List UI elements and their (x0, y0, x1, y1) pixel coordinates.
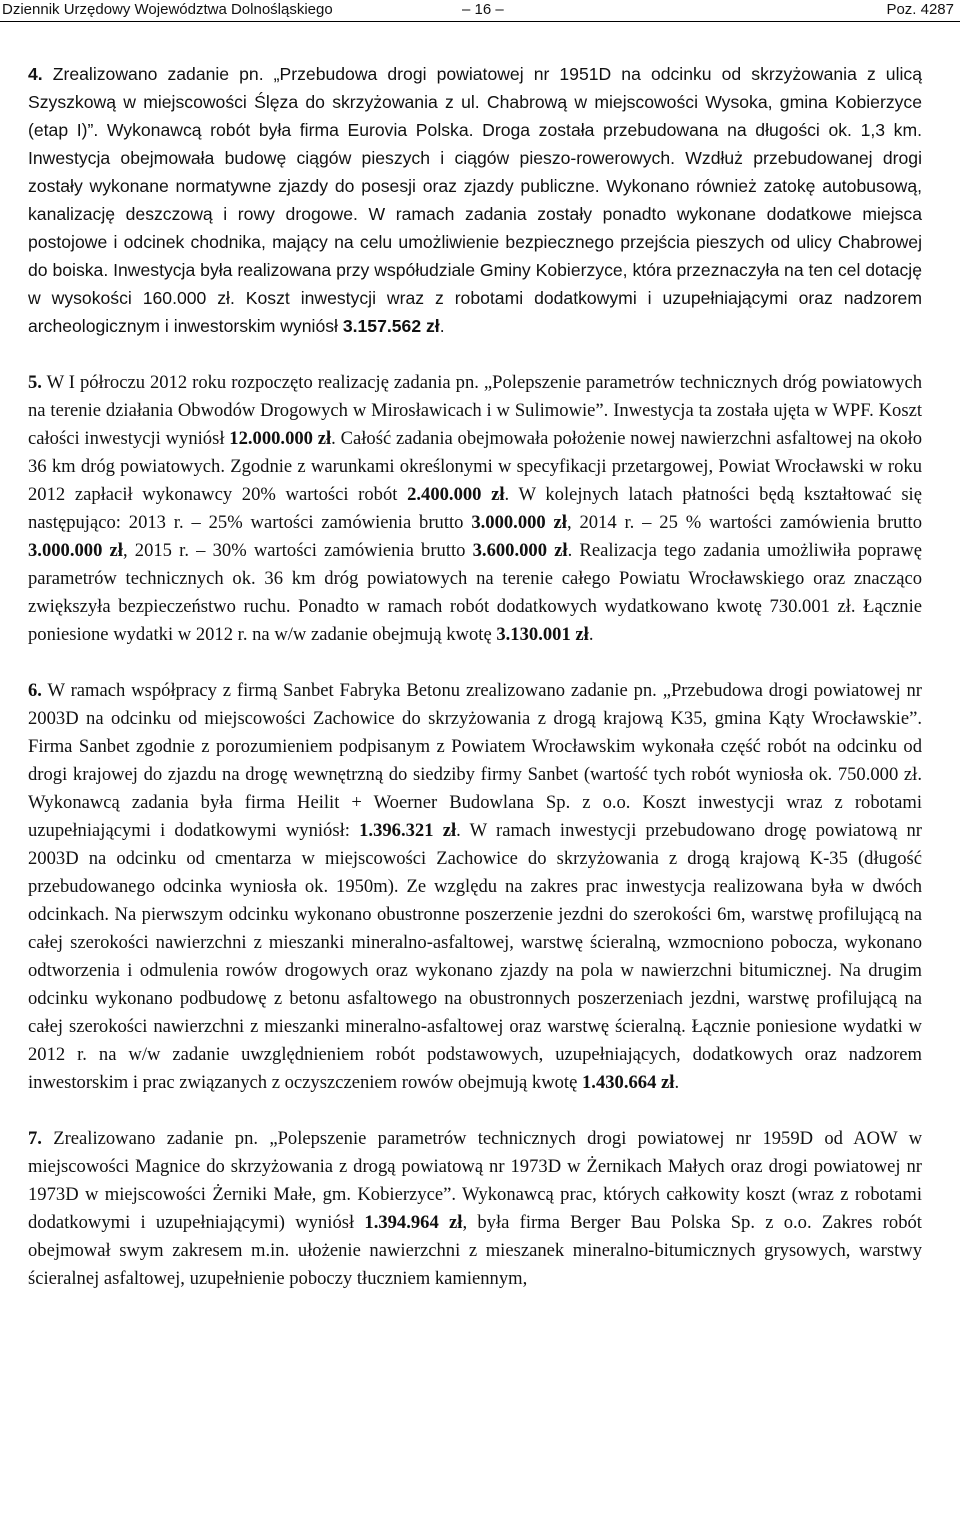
text-run: W ramach współpracy z firmą Sanbet Fabryka Betonu zrealizowano zadanie pn. „Przebudowa drogi powiatowej nr 2003D na odcinku od miejscowości Zachowice do skrzyżowania z drogą krajową K35, gmina Kąty Wrocławskie”. Firma Sanbet zgodnie z porozumieniem podpisanym z Powiatem Wrocławskim wykonała część robót na odcinku od drogi krajowej do zjazdu na drogę wewnętrzną do siedziby firmy Sanbet (wartość tych robót wyniosła ok. 750.000 zł. Wykonawcą zadania była firma Heilit + Woerner Budowlana Sp. z o.o. Koszt inwestycji wraz z robotami uzupełniającymi i dodatkowymi wyniósł: (28, 680, 922, 841)
position-number: Poz. 4287 (886, 1, 954, 18)
amount-highlight: 1.394.964 zł (364, 1212, 463, 1233)
document-body (28, 60, 922, 1293)
paragraph-gap (28, 1097, 922, 1125)
section-5 (28, 369, 922, 649)
section-number: 4. (28, 64, 43, 84)
section-number: 7. (28, 1128, 42, 1149)
section-7 (28, 1125, 922, 1293)
amount-highlight: 3.130.001 zł (496, 624, 589, 645)
amount-highlight: 3.000.000 zł (28, 540, 123, 561)
text-run: Zrealizowano zadanie pn. „Przebudowa drogi powiatowej nr 1951D na odcinku od skrzyżowania z ulicą Szyszkową w miejscowości Ślęza do skrzyżowania z ul. Chabrową w miejscowości Wysoka, gmina Kobierzyce (etap I)”. Wykonawcą robót była firma Eurovia Polska. Droga została przebudowana na długości ok. 1,3 km. Inwestycja obejmowała budowę ciągów pieszych i ciągów pieszo-rowerowych. Wzdłuż przebudowanej drogi zostały wykonane normatywne zjazdy do posesji oraz zjazdy publiczne. Wykonano również zatokę autobusową, kanalizację deszczową i rowy drogowe. (28, 64, 922, 224)
text-run: . (588, 624, 594, 645)
text-run: , była firma Berger Bau Polska Sp. z o.o. Zakres robót obejmował swym zakresem m.in. ułożenie nawierzchni z mieszanek mineralno-bitumicznych grysowych, warstwy ścieralnej asfaltowej, uzupełnienie poboczy tłuczniem kamiennym, (28, 1212, 922, 1289)
text-run: . Całość zadania obejmowała położenie nowej nawierzchni asfaltowej na około 36 km dróg powiatowych. Zgodnie z warunkami określonymi w specyfikacji przetargowej, Powiat Wrocławski w roku 2012 zapłacił wykonawcy 20% wartości robót (28, 428, 922, 505)
text-run: . W ramach inwestycji przebudowano drogę powiatową nr 2003D na odcinku od cmentarza w miejscowości Zachowice do skrzyżowania z drogą krajową K-35 (długość przebudowanego odcinka wyniosła ok. 1950m). Ze względu na zakres prac inwestycja realizowana była w dwóch odcinkach. Na pierwszym odcinku wykonano obustronne poszerzenie jezdni do szerokości 6m, warstwę profilującą na całej szerokości nawierzchni z mieszanki mineralno-asfaltowej, warstwę ścieralną, wzmocniono pobocza, wykonano odtworzenia i odmulenia rowów drogowych oraz wykonano zjazdy na pola w nawierzchni bitumicznej. Na drugim odcinku wykonano podbudowę z betonu asfaltowego na obustronnych poszerzeniach jezdni, warstwę profilującą na całej szerokości nawierzchni z mieszanki mineralno-asfaltowej oraz warstwę ścieralną. Łącznie poniesione wydatki w 2012 r. na w/w zadanie uwzględnieniem robót podstawowych, uzupełniających, dodatkowych oraz nadzorem inwestorskim i prac związanych z oczyszczeniem rowów obejmują kwotę (28, 820, 922, 1093)
amount-highlight: 12.000.000 zł (229, 428, 332, 449)
amount-highlight: 1.396.321 zł (359, 820, 457, 841)
paragraph-gap (28, 340, 922, 369)
text-run: . W kolejnych latach płatności będą kształtować się następująco: 2013 r. – 25% wartości zamówienia brutto (28, 484, 922, 533)
amount-highlight: 2.400.000 zł (407, 484, 505, 505)
section-number: 6. (28, 680, 42, 701)
section-6 (28, 677, 922, 1097)
text-run: Zrealizowano zadanie pn. „Polepszenie parametrów technicznych drogi powiatowej nr 1959D od AOW w miejscowości Magnice do skrzyżowania z drogą powiatową nr 1973D w Żernikach Małych oraz drogi powiatowej nr 1973D w miejscowości Żerniki Małe, gm. Kobierzyce”. Wykonawcą prac, których całkowity koszt (wraz z robotami dodatkowymi i uzupełniającymi) wyniósł (28, 1128, 922, 1233)
text-run: . (439, 316, 445, 336)
paragraph-gap (28, 649, 922, 677)
section-number: 5. (28, 372, 42, 393)
page-header (0, 0, 960, 22)
amount-highlight: 3.157.562 zł (342, 316, 440, 336)
section-4 (28, 60, 922, 340)
amount-highlight: 3.600.000 zł (472, 540, 568, 561)
page-number: – 16 – (462, 1, 504, 18)
text-run: W I półroczu 2012 roku rozpoczęto realizację zadania pn. „Polepszenie parametrów technicznych dróg powiatowych na terenie działania Obwodów Drogowych w Mirosławicach i w Sulimowie”. Inwestycja ta została ujęta w WPF. Koszt całości inwestycji wyniósł (28, 372, 922, 449)
amount-highlight: 1.430.664 zł (582, 1072, 675, 1093)
header-rule (0, 21, 960, 22)
text-run: . (674, 1072, 680, 1093)
journal-title: Dziennik Urzędowy Województwa Dolnośląskiego (2, 1, 333, 18)
amount-highlight: 3.000.000 zł (471, 512, 567, 533)
text-run: , 2014 r. – 25 % wartości zamówienia brutto (566, 512, 922, 533)
text-run: . Realizacja tego zadania umożliwiła poprawę parametrów technicznych ok. 36 km dróg powiatowych na terenie całego Powiatu Wrocławskiego oraz znacząco zwiększyła bezpieczeństwo ruchu. Ponadto w ramach robót dodatkowych wydatkowano kwotę 730.001 zł. Łącznie poniesione wydatki w 2012 r. na w/w zadanie obejmują kwotę (28, 540, 922, 645)
text-run: W ramach zadania zostały ponadto wykonane dodatkowe miejsca postojowe i odcinek chodnika, mający na celu umożliwienie bezpiecznego przejścia pieszych od ulicy Chabrowej do boiska. Inwestycja była realizowana przy współudziale Gminy Kobierzyce, która przeznaczyła na ten cel dotację w wysokości 160.000 zł. Koszt inwestycji wraz z robotami dodatkowymi i uzupełniającymi oraz nadzorem archeologicznym i inwestorskim wyniósł (28, 204, 923, 336)
text-run: , 2015 r. – 30% wartości zamówienia brutto (122, 540, 473, 561)
